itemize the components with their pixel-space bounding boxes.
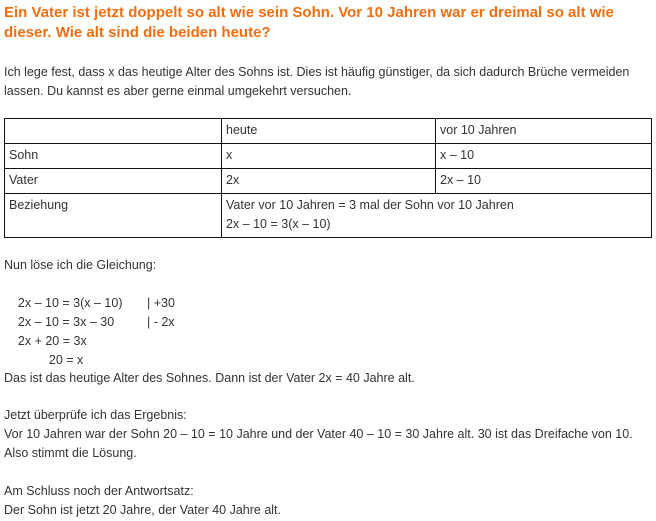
answer-text: Der Sohn ist jetzt 20 Jahre, der Vater 40 Jahre alt. [4, 503, 281, 517]
table-header-ago: vor 10 Jahren [436, 119, 652, 144]
equation-line [4, 294, 652, 329]
solution-block [4, 256, 652, 367]
equation-text: 2x + 20 = 3x [17, 334, 87, 348]
relation-equation: 2x – 10 = 3(x – 10) [226, 217, 331, 231]
relation-cell [222, 194, 652, 238]
intro-paragraph: Ich lege fest, dass x das heutige Alter des Sohns ist. Dies ist häufig günstiger, da sich dadurch Brüche vermeiden lassen. Du kannst es aber gerne einmal umgekehrt versuchen. [4, 65, 630, 98]
equation-text: 20 = x [48, 353, 84, 367]
answer-heading: Am Schluss noch der Antwortsatz: [4, 484, 194, 498]
row-label-vater: Vater [5, 169, 222, 194]
vater-today: 2x [222, 169, 436, 194]
table-header-empty [5, 119, 222, 144]
problem-title: Ein Vater ist jetzt doppelt so alt wie sein Sohn. Vor 10 Jahren war er dreimal so alt wie dieser. Wie alt sind die beiden heute? [4, 4, 614, 41]
equation-line [4, 332, 652, 367]
row-label-sohn: Sohn [5, 144, 222, 169]
check-heading: Jetzt überprüfe ich das Ergebnis: [4, 408, 187, 422]
table-row [5, 144, 652, 169]
sohn-ago: x – 10 [436, 144, 652, 169]
equation-line [4, 313, 652, 348]
answer-block [4, 482, 652, 520]
equation-text: 2x – 10 = 3x – 30 [17, 315, 115, 329]
table-header-today: heute [222, 119, 436, 144]
table-row-relation [5, 194, 652, 238]
table-row [5, 169, 652, 194]
relation-table [4, 118, 652, 238]
result-paragraph: Das ist das heutige Alter des Sohnes. Dann ist der Vater 2x = 40 Jahre alt. [4, 371, 415, 385]
equation-operation: | - 2x [147, 315, 175, 329]
table-header-row [5, 119, 652, 144]
check-text: Vor 10 Jahren war der Sohn 20 – 10 = 10 Jahre und der Vater 40 – 10 = 30 Jahre alt. 30 ist das Dreifache von 10. Also stimmt die Lösung. [4, 427, 633, 460]
row-label-beziehung: Beziehung [5, 194, 222, 238]
equation-text: 2x – 10 = 3(x – 10) [17, 296, 123, 310]
relation-text: Vater vor 10 Jahren = 3 mal der Sohn vor 10 Jahren [226, 198, 514, 212]
solve-heading: Nun löse ich die Gleichung: [4, 258, 157, 272]
sohn-today: x [222, 144, 436, 169]
equation-operation: | +30 [147, 296, 175, 310]
vater-ago: 2x – 10 [436, 169, 652, 194]
check-block [4, 406, 652, 463]
